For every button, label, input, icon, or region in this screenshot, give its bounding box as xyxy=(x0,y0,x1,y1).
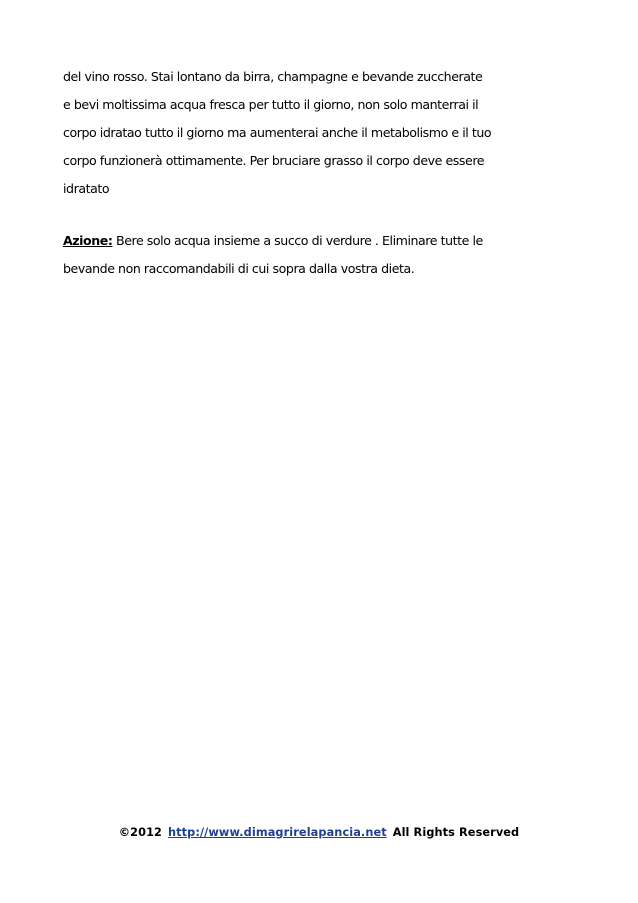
action-label: Azione: xyxy=(63,233,113,248)
body-paragraph xyxy=(63,63,583,203)
website-link[interactable]: http://www.dimagrirelapancia.net xyxy=(168,826,387,839)
rights-text: All Rights Reserved xyxy=(392,826,520,839)
action-text: Bere solo acqua insieme a succo di verdure . Eliminare tutte le xyxy=(112,233,483,248)
paragraph-line: del vino rosso. Stai lontano da birra, champagne e bevande zuccherate xyxy=(63,69,483,84)
paragraph-line xyxy=(63,227,583,255)
page-footer xyxy=(0,826,638,839)
paragraph-line: e bevi moltissima acqua fresca per tutto il giorno, non solo manterrai il xyxy=(63,97,479,112)
action-paragraph xyxy=(63,227,583,283)
paragraph-line: bevande non raccomandabili di cui sopra dalla vostra dieta. xyxy=(63,261,415,276)
copyright-text: ©2012 xyxy=(118,826,162,839)
paragraph-line: idratato xyxy=(63,181,110,196)
paragraph-line: corpo idratao tutto il giorno ma aumenterai anche il metabolismo e il tuo xyxy=(63,125,492,140)
paragraph-line: corpo funzionerà ottimamente. Per bruciare grasso il corpo deve essere xyxy=(63,153,485,168)
